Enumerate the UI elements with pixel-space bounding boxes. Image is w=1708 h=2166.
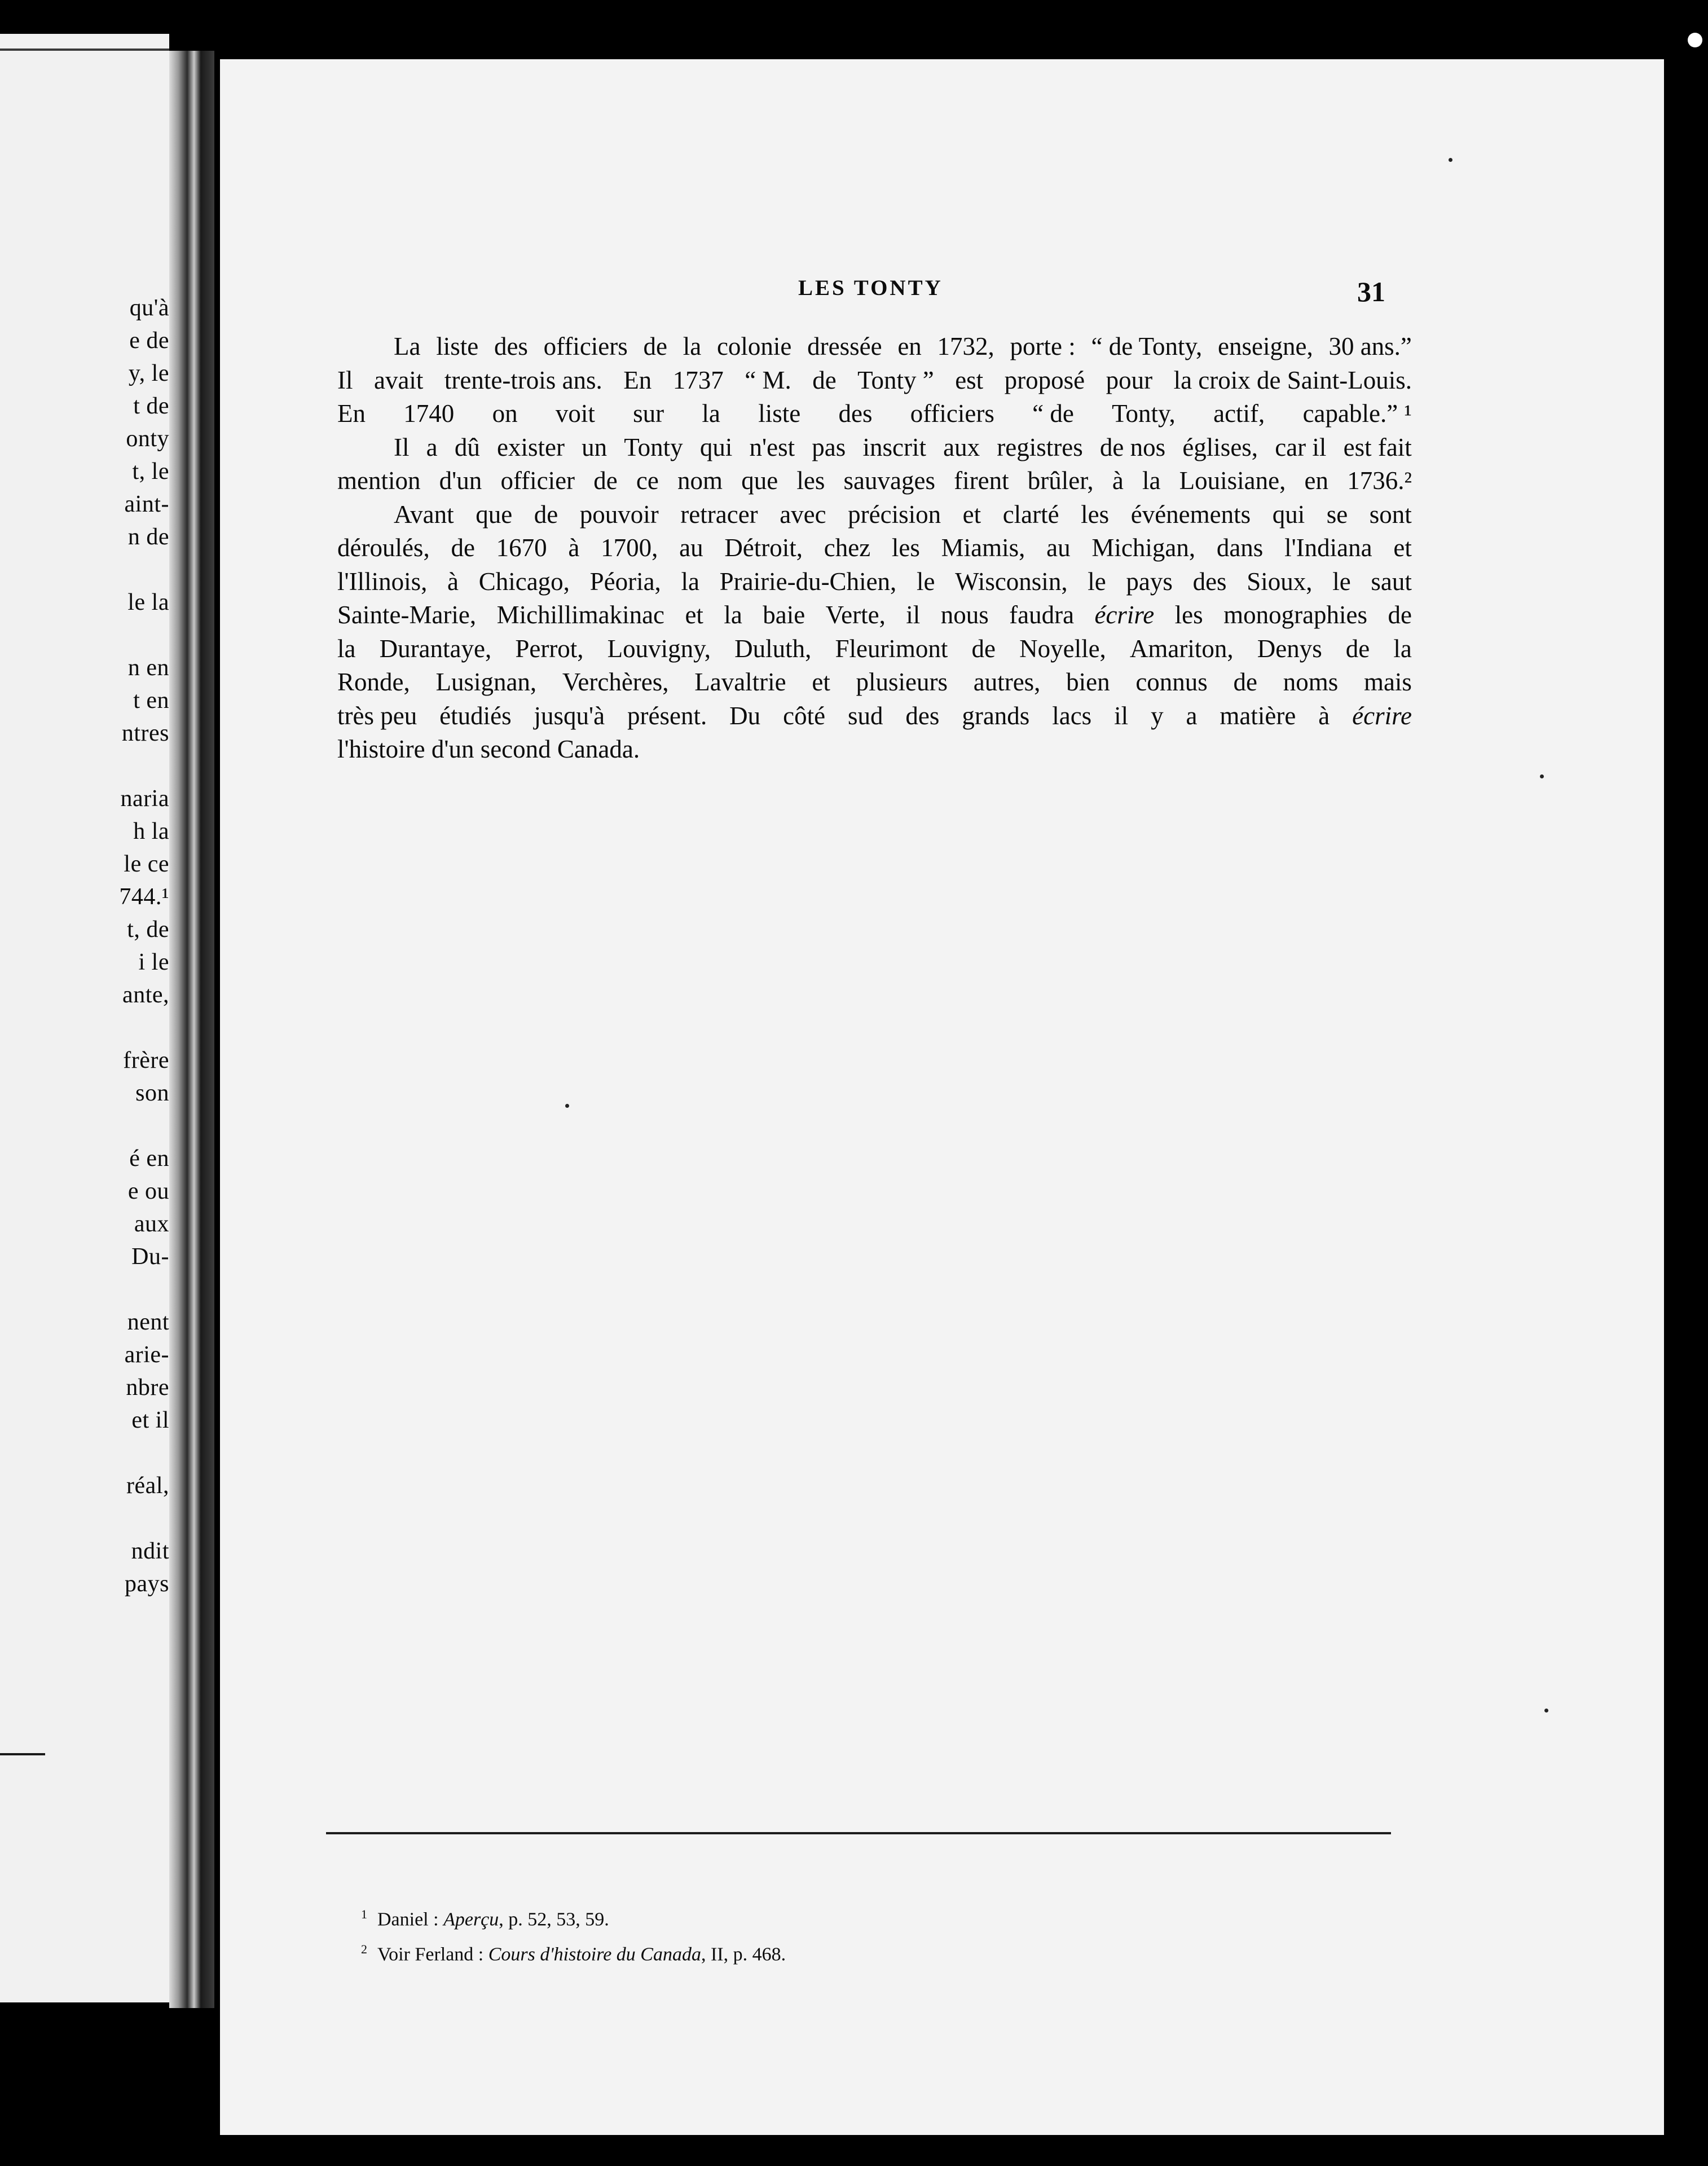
word: de xyxy=(534,500,558,529)
text-line xyxy=(337,733,1412,767)
word: 1700, xyxy=(601,534,658,562)
previous-page-line-fragment: t en xyxy=(133,688,169,714)
word: en xyxy=(1304,466,1329,495)
word: dans xyxy=(1216,534,1264,562)
word: Tonty xyxy=(624,433,683,461)
footnote-2-text-before: Voir Ferland : xyxy=(377,1944,488,1965)
word: étudiés xyxy=(439,701,512,730)
word: pas xyxy=(812,433,846,461)
word: Il xyxy=(394,433,410,461)
word: connus xyxy=(1135,668,1208,696)
previous-page-line-fragment: e ou xyxy=(127,1178,169,1204)
previous-page-line-fragment: nent xyxy=(127,1309,169,1335)
word: ce xyxy=(636,466,659,495)
word: Tonty, xyxy=(1112,399,1176,428)
text-line xyxy=(337,598,1412,632)
word: églises, xyxy=(1182,433,1258,461)
word: lacs xyxy=(1052,701,1092,730)
word: officiers xyxy=(910,399,994,428)
word: firent xyxy=(954,466,1009,495)
word: à xyxy=(447,567,459,596)
word: l'Illinois, xyxy=(337,567,428,596)
previous-page-strip xyxy=(0,34,169,2002)
word: “ M. xyxy=(745,366,791,394)
word: Wisconsin, xyxy=(955,567,1068,596)
word: de xyxy=(1388,601,1412,629)
word: y xyxy=(1151,701,1164,730)
footnote-2-title: Cours d'histoire du Canada xyxy=(488,1944,701,1965)
word: mais xyxy=(1363,668,1412,696)
previous-page-line-fragment: qu'à xyxy=(129,295,169,321)
scan-speck xyxy=(1540,774,1544,778)
previous-page-line-fragment: 744.¹ xyxy=(119,884,169,910)
book-gutter xyxy=(169,51,214,2008)
word: voit xyxy=(555,399,595,428)
word: bien xyxy=(1066,668,1110,696)
previous-page-line-fragment: t, le xyxy=(132,459,169,485)
word: de xyxy=(643,332,667,360)
word: n'est xyxy=(749,433,795,461)
footnotes xyxy=(361,1899,1264,1970)
previous-page-line-fragment: aint- xyxy=(124,491,169,517)
previous-page-line-fragment: h la xyxy=(133,818,169,844)
word: dû xyxy=(454,433,480,461)
word: brûler, xyxy=(1027,466,1094,495)
word: pour xyxy=(1106,366,1153,394)
word: côté xyxy=(783,701,826,730)
word: est fait xyxy=(1343,433,1412,461)
word: de xyxy=(1345,634,1370,663)
word: au xyxy=(1046,534,1071,562)
word: Durantaye, xyxy=(379,634,492,663)
word: au xyxy=(679,534,703,562)
word: Michigan, xyxy=(1091,534,1196,562)
previous-page-line-fragment: Du- xyxy=(131,1244,169,1270)
word: avait xyxy=(373,366,424,394)
word: exister xyxy=(497,433,565,461)
word: et xyxy=(962,500,981,529)
word: Louisiane, xyxy=(1179,466,1286,495)
word: Sioux, xyxy=(1247,567,1313,596)
word: et xyxy=(685,601,703,629)
word: à xyxy=(568,534,580,562)
word: 1732, xyxy=(937,332,994,360)
word: chez xyxy=(824,534,871,562)
word: Verte, xyxy=(825,601,886,629)
word: la xyxy=(1393,634,1412,663)
text-line xyxy=(337,364,1412,398)
word: Ronde, xyxy=(337,668,410,696)
word: de nos xyxy=(1099,433,1166,461)
previous-page-footnote-rule xyxy=(0,1753,45,1755)
word: les xyxy=(1081,500,1110,529)
text-line xyxy=(337,397,1412,431)
word: des xyxy=(838,399,873,428)
word: et xyxy=(1393,534,1412,562)
previous-page-line-fragment: n de xyxy=(127,524,169,550)
word: sont xyxy=(1369,500,1412,529)
word: En xyxy=(623,366,652,394)
text-line xyxy=(337,498,1412,532)
word: de xyxy=(971,634,996,663)
word: officier xyxy=(500,466,575,495)
word: 30 ans.” xyxy=(1328,332,1412,360)
word: le xyxy=(1332,567,1351,596)
previous-page-line-fragment: y, le xyxy=(128,360,169,386)
previous-page-line-fragment: ntres xyxy=(121,720,169,746)
word: et xyxy=(812,668,830,696)
previous-page-edge-rule xyxy=(0,49,169,51)
scan-corner-mark xyxy=(1688,33,1702,47)
word: à xyxy=(1318,701,1330,730)
footnote-1-title: Aperçu xyxy=(443,1909,499,1930)
word: monographies xyxy=(1223,601,1368,629)
word: Noyelle, xyxy=(1019,634,1106,663)
word: des xyxy=(494,332,528,360)
word: la croix de Saint-Louis. xyxy=(1173,366,1412,394)
word: Fleurimont xyxy=(835,634,948,663)
word: est xyxy=(955,366,984,394)
previous-page-line-fragment: e de xyxy=(129,328,169,354)
word: Perrot, xyxy=(515,634,584,663)
previous-page-line-fragment: i le xyxy=(138,949,169,975)
word: saut xyxy=(1371,567,1412,596)
word: très peu xyxy=(337,701,417,730)
word: 1736.² xyxy=(1347,466,1412,495)
word: événements xyxy=(1130,500,1251,529)
previous-page-line-fragment: son xyxy=(135,1080,169,1106)
word: l'Indiana xyxy=(1284,534,1372,562)
word: La xyxy=(394,332,421,360)
footnote-2 xyxy=(361,1934,1264,1969)
previous-page-line-fragment: onty xyxy=(126,426,169,452)
word: les xyxy=(796,466,825,495)
word: sur xyxy=(633,399,664,428)
word: pays xyxy=(1126,567,1173,596)
word: retracer xyxy=(680,500,758,529)
page-number: 31 xyxy=(1357,276,1385,307)
word: Louvigny, xyxy=(607,634,711,663)
word: Michillimakinac xyxy=(496,601,665,629)
word: inscrit xyxy=(862,433,926,461)
word: d'un xyxy=(439,466,482,495)
word: nom xyxy=(677,466,723,495)
word: 1670 xyxy=(496,534,547,562)
word: Duluth, xyxy=(734,634,812,663)
word: 1737 xyxy=(672,366,724,394)
word: matière xyxy=(1220,701,1296,730)
previous-page-line-fragment: ndit xyxy=(131,1538,169,1564)
word: de xyxy=(451,534,475,562)
previous-page-line-fragment: aux xyxy=(134,1211,169,1237)
word: liste xyxy=(436,332,479,360)
word: il xyxy=(906,601,921,629)
word: en xyxy=(897,332,922,360)
word: la xyxy=(683,332,702,360)
previous-page-line-fragment: t, de xyxy=(127,917,169,943)
word: la xyxy=(337,634,356,663)
word: qui xyxy=(699,433,733,461)
word: “ de xyxy=(1032,399,1074,428)
word: proposé xyxy=(1004,366,1085,394)
text-line xyxy=(337,431,1412,465)
word: clarté xyxy=(1002,500,1059,529)
word: trente-trois ans. xyxy=(444,366,602,394)
previous-page-line-fragment: arie- xyxy=(124,1342,169,1368)
word: actif, xyxy=(1213,399,1265,428)
text-line xyxy=(337,666,1412,699)
word: Amariton, xyxy=(1129,634,1234,663)
word: 1740 xyxy=(403,399,455,428)
word: écrire xyxy=(1352,701,1412,730)
footnote-1-marker: 1 xyxy=(361,1907,367,1921)
word: que xyxy=(476,500,513,529)
word: jusqu'à xyxy=(534,701,605,730)
word: sauvages xyxy=(843,466,935,495)
word: on xyxy=(492,399,518,428)
word: plusieurs xyxy=(856,668,948,696)
word: grands xyxy=(962,701,1030,730)
previous-page-line-fragment: et il xyxy=(131,1407,169,1433)
scan-speck xyxy=(565,1104,569,1108)
word: que xyxy=(741,466,778,495)
footnote-1 xyxy=(361,1899,1264,1934)
word: baie xyxy=(763,601,805,629)
word: Péoria, xyxy=(589,567,661,596)
text-line xyxy=(337,330,1412,364)
text-line xyxy=(337,699,1412,733)
running-head: LES TONTY xyxy=(798,276,943,300)
scan-speck xyxy=(1544,1709,1548,1712)
previous-page-line-fragment: naria xyxy=(120,786,169,812)
word: le xyxy=(916,567,935,596)
word: Du xyxy=(729,701,761,730)
word: la xyxy=(702,399,720,428)
text-line xyxy=(337,565,1412,599)
word: précision xyxy=(848,500,941,529)
previous-page-line-fragment: le ce xyxy=(124,851,169,877)
previous-page-line-fragment: le la xyxy=(127,589,169,615)
word: Il xyxy=(337,366,353,394)
word: Détroit, xyxy=(724,534,803,562)
word: avec xyxy=(780,500,826,529)
word: de xyxy=(1233,668,1258,696)
word: registres xyxy=(997,433,1083,461)
text-line xyxy=(337,531,1412,565)
word: liste xyxy=(758,399,801,428)
page xyxy=(220,59,1664,2135)
word: Denys xyxy=(1257,634,1322,663)
word: nous xyxy=(940,601,989,629)
previous-page-line-fragment: nbre xyxy=(126,1375,169,1401)
scan-speck xyxy=(1449,158,1452,162)
previous-page-line-fragment: frère xyxy=(123,1047,169,1073)
word: En xyxy=(337,399,366,428)
word: le xyxy=(1088,567,1106,596)
word: la xyxy=(681,567,699,596)
word: Lusignan, xyxy=(435,668,537,696)
body-text xyxy=(337,330,1412,767)
word: écrire xyxy=(1094,601,1155,629)
word: Prairie-du-Chien, xyxy=(719,567,897,596)
footnote-1-text-before: Daniel : xyxy=(377,1909,444,1930)
word: Avant xyxy=(394,500,454,529)
word: la xyxy=(1142,466,1161,495)
word: de xyxy=(593,466,618,495)
word: des xyxy=(905,701,940,730)
word: pouvoir xyxy=(579,500,659,529)
footnote-rule xyxy=(326,1832,1391,1834)
previous-page-line-fragment: réal, xyxy=(126,1473,169,1499)
word: noms xyxy=(1283,668,1339,696)
word: porte : xyxy=(1010,332,1076,360)
word: Tonty ” xyxy=(857,366,934,394)
word: se xyxy=(1326,500,1348,529)
word: présent. xyxy=(627,701,707,730)
previous-page-line-fragment: t de xyxy=(133,393,169,419)
word: enseigne, xyxy=(1218,332,1313,360)
word: capable.” ¹ xyxy=(1302,399,1412,428)
word: a xyxy=(426,433,438,461)
footnote-2-marker: 2 xyxy=(361,1942,367,1957)
footnote-2-text-after: , II, p. 468. xyxy=(701,1944,786,1965)
word: Chicago, xyxy=(478,567,570,596)
word: aux xyxy=(943,433,980,461)
word: Lavaltrie xyxy=(694,668,786,696)
word: colonie xyxy=(716,332,792,360)
text-line xyxy=(337,632,1412,666)
word: un xyxy=(582,433,608,461)
word: les xyxy=(1174,601,1203,629)
word: dressée xyxy=(807,332,882,360)
word: sud xyxy=(847,701,883,730)
previous-page-line-fragment: é en xyxy=(129,1146,169,1172)
word: faudra xyxy=(1009,601,1075,629)
word: des xyxy=(1192,567,1227,596)
word: “ de Tonty, xyxy=(1091,332,1203,360)
previous-page-line-fragment: n en xyxy=(127,655,169,681)
word: il xyxy=(1114,701,1129,730)
word: a xyxy=(1186,701,1198,730)
word: Miamis, xyxy=(941,534,1025,562)
footnote-1-text-after: , p. 52, 53, 59. xyxy=(499,1909,609,1930)
word: autres, xyxy=(973,668,1041,696)
word: mention xyxy=(337,466,421,495)
word: l'histoire d'un second Canada. xyxy=(337,735,640,763)
word: qui xyxy=(1272,500,1305,529)
previous-page-line-fragment: ante, xyxy=(122,982,169,1008)
word: les xyxy=(891,534,920,562)
word: à xyxy=(1112,466,1124,495)
word: la xyxy=(724,601,742,629)
word: Sainte-Marie, xyxy=(337,601,477,629)
word: officiers xyxy=(543,332,628,360)
text-line xyxy=(337,464,1412,498)
word: de xyxy=(812,366,837,394)
word: déroulés, xyxy=(337,534,430,562)
previous-page-line-fragment: pays xyxy=(125,1571,169,1597)
word: car il xyxy=(1275,433,1327,461)
word: Verchères, xyxy=(562,668,669,696)
